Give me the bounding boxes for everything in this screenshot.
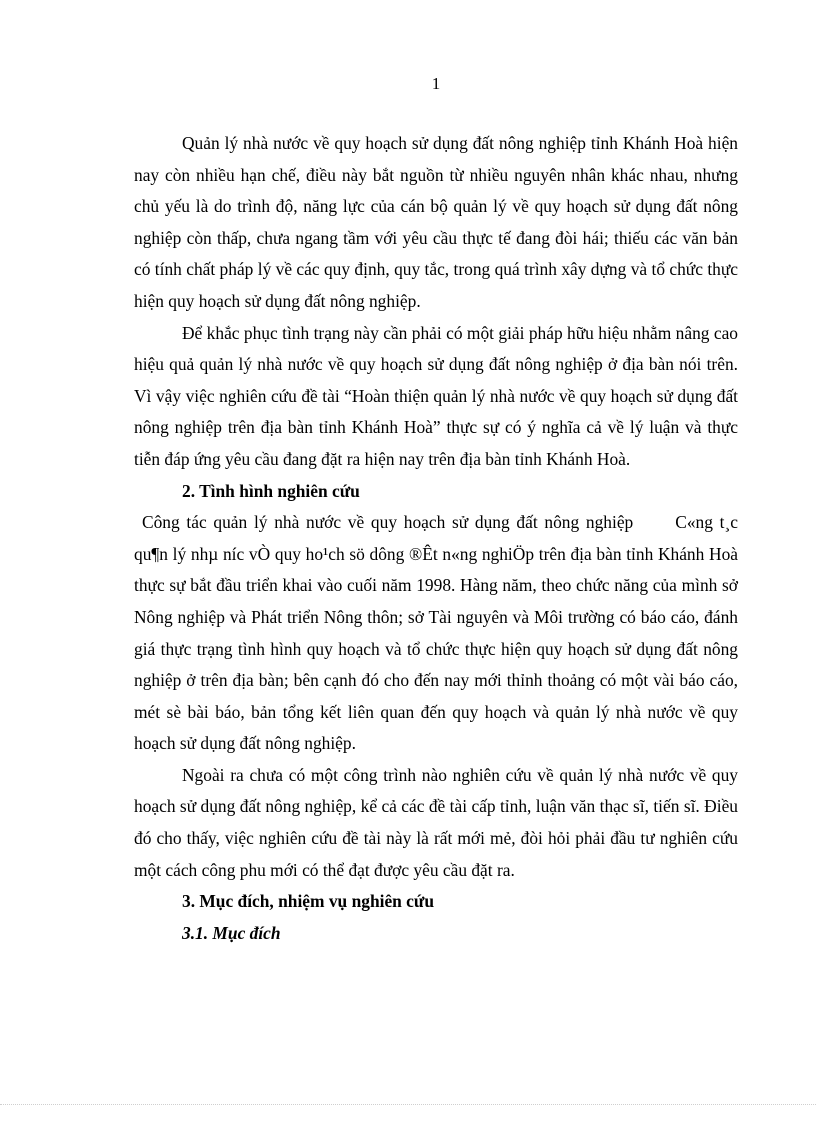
paragraph-research-gap: Ngoài ra chưa có một công trình nào nghiên cứu về quản lý nhà nước về quy hoạch sử dụng đất nông nghiệp, kể cả các đề tài cấp tỉnh, luận văn thạc sĩ, tiến sĩ. Điều đó cho thấy, việc nghiên cứu đề tài này là rất mới mẻ, đòi hỏi phải đầu tư nghiên cứu một cách công phu mới có thể đạt được yêu cầu đặt ra.: [134, 764, 738, 880]
subsection-heading-purpose: 3.1. Mục đích: [182, 922, 281, 943]
paragraph-solution-rationale: Để khắc phục tình trạng này cần phải có một giải pháp hữu hiệu nhằm nâng cao hiệu quả quản lý nhà nước về quy hoạch sử dụng đất nông nghiệp ở địa bàn nói trên. Vì vậy việc nghiên cứu đề tài “Hoàn thiện quản lý nhà nước về quy hoạch sử dụng đất nông nghiệp trên địa bàn tỉnh Khánh Hoà” thực sự có ý nghĩa cả về lý luận và thực tiễn đáp ứng yêu cầu đang đặt ra hiện nay trên địa bàn tỉnh Khánh Hoà.: [134, 322, 738, 469]
section-heading-research-situation: 2. Tình hình nghiên cứu: [182, 480, 360, 501]
page-number: 1: [431, 74, 441, 93]
research-lead-text: Công tác quản lý nhà nước về quy hoạch sử dụng đất nông nghiệp: [142, 512, 634, 533]
document-body: [134, 128, 738, 949]
garbled-font-text: C«ng t¸c qu¶n lý nhµ níc vÒ quy ho¹ch sö dông ®Êt n«ng nghiÖp: [134, 512, 739, 564]
paragraph-intro-problem: Quản lý nhà nước về quy hoạch sử dụng đất nông nghiệp tỉnh Khánh Hoà hiện nay còn nhiều hạn chế, điều này bắt nguồn từ nhiều nguyên nhân khác nhau, nhưng chủ yếu là do trình độ, năng lực của cán bộ quản lý về quy hoạch sử dụng đất nông nghiệp còn thấp, chưa ngang tầm với yêu cầu thực tế đang đòi hái; thiếu các văn bản có tính chất pháp lý về các quy định, quy tắc, trong quá trình xây dựng và tổ chức thực hiện quy hoạch sử dụng đất nông nghiệp.: [134, 133, 738, 311]
research-situation-text: trên địa bàn tỉnh Khánh Hoà thực sự bắt đầu triển khai vào cuối năm 1998. Hàng năm, theo chức năng của mình sở Nông nghiệp và Phát triển Nông thôn; sở Tài nguyên và Môi trường có báo cáo, đánh giá thực trạng tình hình quy hoạch và tổ chức thực hiện quy hoạch sử dụng đất nông nghiệp ở trên địa bàn; bên cạnh đó cho đến nay mới thỉnh thoảng có một vài báo cáo, mét sè bài báo, bản tổng kết liên quan đến quy hoạch và quản lý nhà nước về quy hoạch sử dụng đất nông nghiệp.: [134, 543, 738, 754]
paragraph-research-situation: [134, 507, 738, 760]
page-bottom-edge: [0, 1104, 816, 1105]
section-heading-objectives: 3. Mục đích, nhiệm vụ nghiên cứu: [182, 891, 435, 912]
